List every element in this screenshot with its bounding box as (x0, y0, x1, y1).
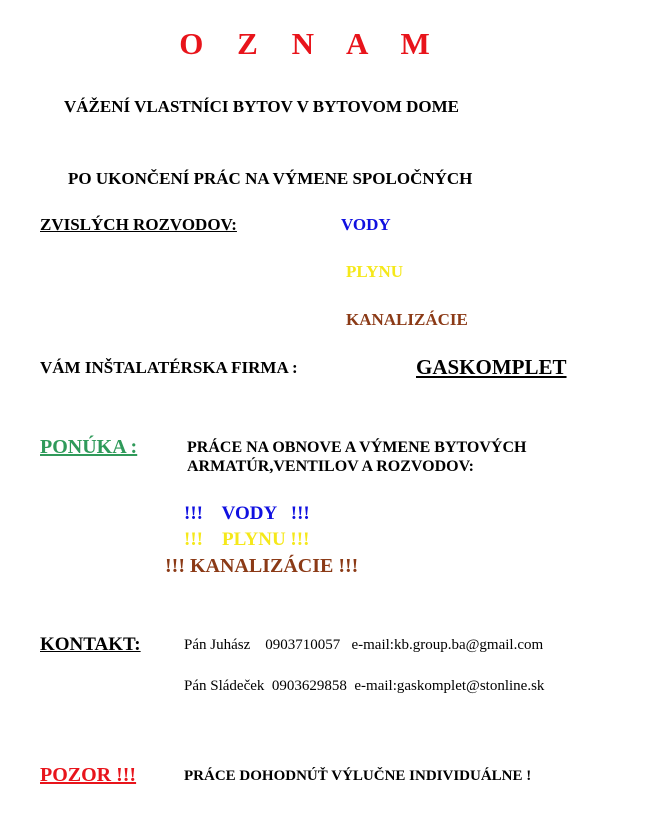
service-sewer: KANALIZÁCIE (346, 310, 468, 329)
firm-name: GASKOMPLET (416, 355, 567, 379)
service-gas: PLYNU (346, 262, 403, 281)
greeting: VÁŽENÍ VLASTNÍCI BYTOV V BYTOVOM DOME (64, 97, 460, 116)
page-title: O Z N A M (179, 26, 431, 61)
offer-label: PONÚKA : (40, 436, 138, 458)
contact-person-1: Pán Juhász 0903710057 e-mail:kb.group.ba@gmail.com (184, 637, 544, 653)
contact-person-2: Pán Sládeček 0903629858 e-mail:gaskomplet@stonline.sk (184, 678, 545, 694)
offer-item-gas: !!! PLYNU !!! (184, 529, 310, 550)
intro-line-2: ZVISLÝCH ROZVODOV: (40, 215, 237, 234)
offer-item-water: !!! VODY !!! (184, 503, 310, 524)
contact-label: KONTAKT: (40, 634, 141, 655)
offer-item-sewer: !!! KANALIZÁCIE !!! (165, 555, 359, 577)
intro-line-1: PO UKONČENÍ PRÁC NA VÝMENE SPOLOČNÝCH (68, 169, 473, 188)
warning-label: POZOR !!! (40, 764, 137, 786)
service-water: VODY (341, 215, 391, 234)
offer-line-1: PRÁCE NA OBNOVE A VÝMENE BYTOVÝCH (187, 439, 527, 456)
offer-line-2: ARMATÚR,VENTILOV A ROZVODOV: (187, 458, 474, 475)
warning-text: PRÁCE DOHODNÚŤ VÝLUČNE INDIVIDUÁLNE ! (184, 768, 532, 784)
firm-label: VÁM INŠTALATÉRSKA FIRMA : (40, 358, 298, 377)
